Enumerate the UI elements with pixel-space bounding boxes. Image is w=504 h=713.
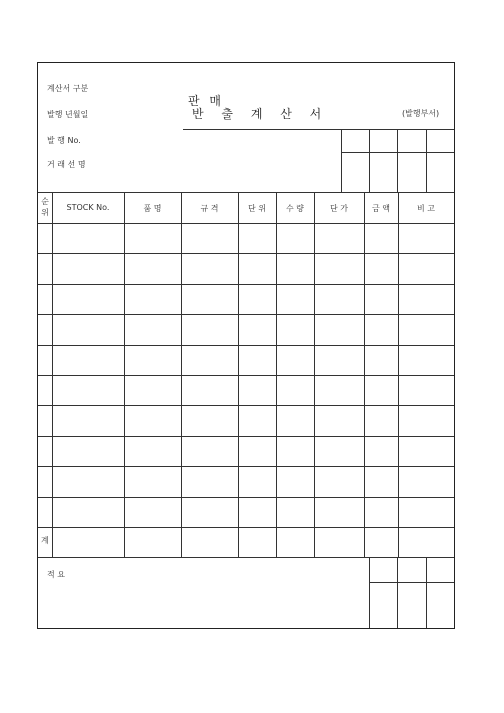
invoice-type-label: 계산서 구분 (47, 84, 89, 93)
table-row-line (38, 466, 454, 467)
col-line-8 (398, 192, 399, 557)
issue-number-label: 발 행 No. (47, 136, 81, 145)
col-header-amount: 금 액 (372, 204, 390, 213)
title-line-2: 반 출 계 산 서 (192, 107, 329, 121)
issue-date-label: 발행 년월일 (47, 110, 89, 119)
col-header-order-char-1: 순 (41, 197, 49, 206)
col-line-6 (314, 192, 315, 557)
table-row-line (38, 375, 454, 376)
approval-grid-col-2 (369, 129, 370, 192)
footer-grid-col-1 (369, 557, 370, 628)
footer-grid-col-2 (397, 557, 398, 628)
col-line-2 (124, 192, 125, 557)
table-row-line (38, 253, 454, 254)
table-row-line (38, 223, 454, 224)
col-line-7 (364, 192, 365, 557)
title-line-1: 판 매 (188, 94, 224, 108)
col-line-1 (52, 192, 53, 557)
col-header-order-char-2: 위 (41, 208, 49, 217)
approval-grid-col-4 (426, 129, 427, 192)
col-header-item-name: 품 명 (143, 204, 162, 213)
sales-return-invoice-form (37, 62, 455, 629)
col-header-remarks: 비 고 (417, 204, 435, 213)
col-header-stock-no: STOCK No. (66, 203, 110, 212)
col-header-unit: 단 위 (248, 204, 266, 213)
table-row-line (38, 497, 454, 498)
table-top-border (38, 192, 454, 193)
approval-grid-col-1 (341, 129, 342, 192)
table-row-line (38, 284, 454, 285)
client-name-label: 거 래 선 명 (47, 160, 86, 169)
table-row-line (38, 557, 454, 558)
remarks-label: 적 요 (47, 570, 65, 579)
table-row-line (38, 527, 454, 528)
table-row-line (38, 345, 454, 346)
issuing-dept-label: (발행부서) (402, 109, 440, 118)
col-header-quantity: 수 량 (286, 204, 304, 213)
col-header-spec: 규 격 (200, 204, 219, 213)
table-row-line (38, 405, 454, 406)
col-line-3 (181, 192, 182, 557)
col-header-order (40, 196, 50, 218)
col-line-4 (238, 192, 239, 557)
col-header-unit-price: 단 가 (330, 204, 348, 213)
table-row-line (38, 314, 454, 315)
header-divider (183, 129, 454, 130)
approval-grid-col-3 (397, 129, 398, 192)
footer-grid-mid (369, 582, 454, 583)
total-row-label: 계 (41, 536, 49, 545)
table-row-line (38, 436, 454, 437)
col-line-5 (276, 192, 277, 557)
footer-grid-col-3 (426, 557, 427, 628)
